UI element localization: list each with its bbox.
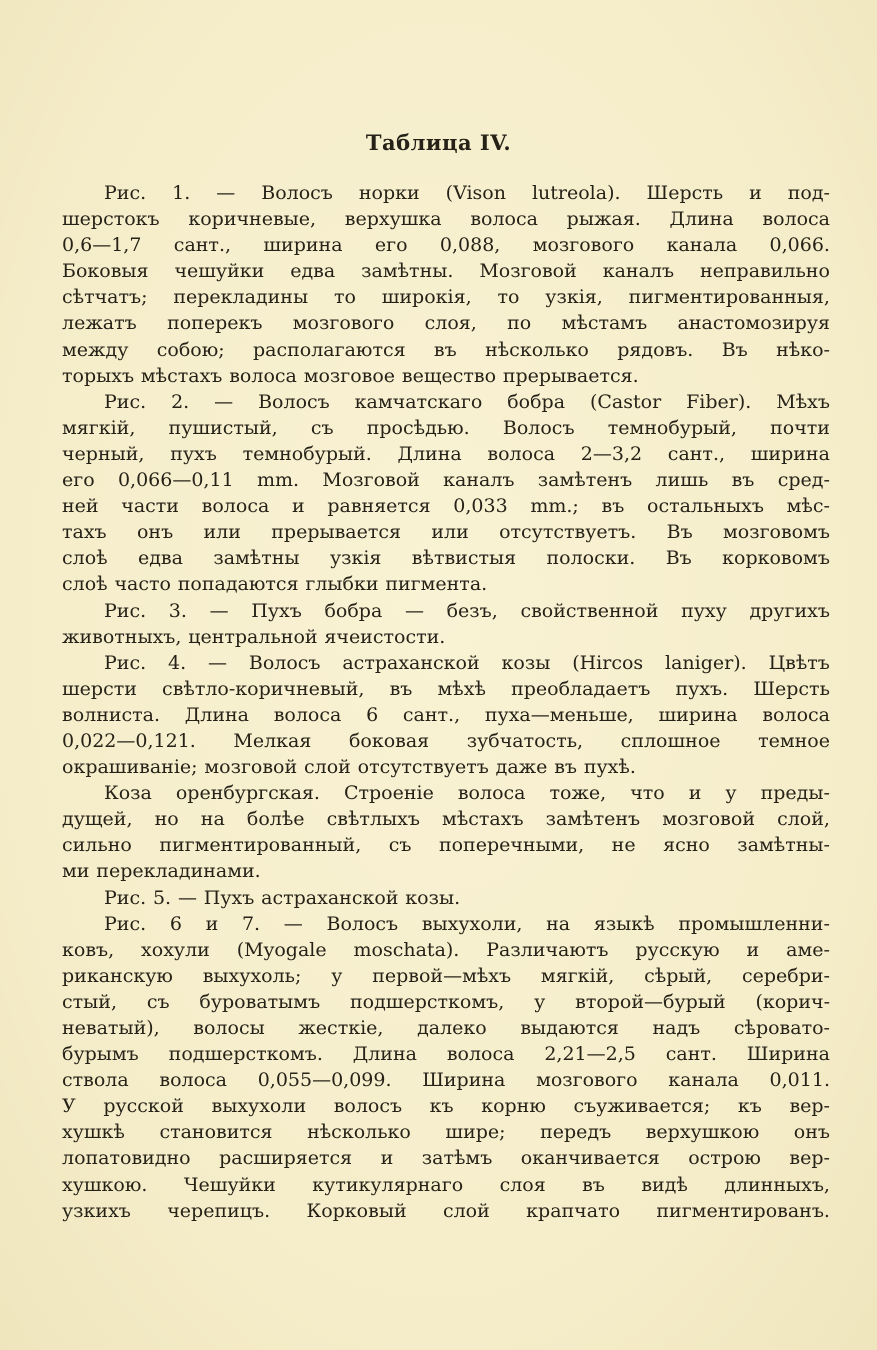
text-line: 0,6—1,7 сант., ширина его 0,088, мозгового канала 0,066. xyxy=(62,234,830,257)
text-line: ней части волоса и равняется 0,033 mm.; въ остальныхъ мѣс- xyxy=(62,495,830,518)
text-line: лопатовидно расширяется и затѣмъ оканчивается острою вер- xyxy=(62,1147,830,1170)
text-line: между собою; располагаются въ нѣсколько рядовъ. Въ нѣко- xyxy=(62,338,830,361)
text-line: его 0,066—0,11 mm. Мозговой каналъ замѣтенъ лишь въ сред- xyxy=(62,469,830,492)
text-line: торыхъ мѣстахъ волоса мозговое вещество прерывается. xyxy=(62,364,639,387)
text-line: шерстокъ коричневые, верхушка волоса рыжая. Длина волоса xyxy=(62,208,830,231)
text-line: сильно пигментированный, съ поперечными, не ясно замѣтны- xyxy=(62,834,830,857)
text-line: черный, пухъ темнобурый. Длина волоса 2—3,2 сант., ширина xyxy=(62,442,830,465)
text-line: 0,022—0,121. Мелкая боковая зубчатость, сплошное темное xyxy=(62,729,830,752)
text-line: Коза оренбургская. Строеніе волоса тоже, что и у преды- xyxy=(104,782,830,805)
text-line: ствола волоса 0,055—0,099. Ширина мозгового канала 0,011. xyxy=(62,1069,830,1092)
text-line: хушкою. Чешуйки кутикулярнаго слоя въ видѣ длинныхъ, xyxy=(62,1173,830,1196)
text-line: Рис. 5. — Пухъ астраханской козы. xyxy=(104,886,461,909)
text-line: Рис. 1. — Волосъ норки (Vison lutreola). Шерсть и под- xyxy=(104,182,830,204)
page-heading: Таблица IV. xyxy=(365,130,512,155)
text-line: У русской выхухоли волосъ къ корню съуживается; къ вер- xyxy=(62,1095,830,1118)
text-line: стый, съ буроватымъ подшерсткомъ, у второй—бурый (корич- xyxy=(62,990,830,1013)
text-line: Рис. 3. — Пухъ бобра — безъ, свойственной пуху другихъ xyxy=(104,599,830,622)
text-line: дущей, но на болѣе свѣтлыхъ мѣстахъ замѣтенъ мозговой слой, xyxy=(62,808,830,831)
text-line: хушкѣ становится нѣсколько шире; передъ верхушкою онъ xyxy=(62,1121,830,1144)
text-line: мягкій, пушистый, съ просѣдью. Волосъ темнобурый, почти xyxy=(62,416,830,439)
text-line: волниста. Длина волоса 6 сант., пуха—меньше, ширина волоса xyxy=(62,703,830,726)
text-line: окрашиваніе; мозговой слой отсутствуетъ даже въ пухѣ. xyxy=(62,756,636,779)
text-line: сѣтчатъ; перекладины то широкія, то узкія, пигментированныя, xyxy=(62,286,830,309)
text-line: бурымъ подшерсткомъ. Длина волоса 2,21—2,5 сант. Ширина xyxy=(62,1043,830,1066)
text-line: Рис. 6 и 7. — Волосъ выхухоли, на языкѣ промышленни- xyxy=(104,912,830,935)
body-text xyxy=(62,180,830,1224)
text-line: неватый), волосы жесткіе, далеко выдаются надъ сѣровато- xyxy=(62,1017,830,1039)
text-line: узкихъ черепицъ. Корковый слой крапчато пигментированъ. xyxy=(62,1199,830,1222)
text-line: ковъ, хохули (Myogale moschata). Различаютъ русскую и аме- xyxy=(62,938,830,961)
text-line: животныхъ, центральной ячеистости. xyxy=(62,625,446,648)
text-line: шерсти свѣтло-коричневый, въ мѣхѣ преобладаетъ пухъ. Шерсть xyxy=(62,677,830,700)
text-line: ми перекладинами. xyxy=(62,860,261,883)
text-line: тахъ онъ или прерывается или отсутствуетъ. Въ мозговомъ xyxy=(62,521,830,544)
text-line: Боковыя чешуйки едва замѣтны. Мозговой каналъ неправильно xyxy=(62,260,830,283)
text-line: лежатъ поперекъ мозгового слоя, по мѣстамъ анастомозируя xyxy=(62,312,830,335)
text-line: слоѣ едва замѣтны узкія вѣтвистыя полоски. Въ корковомъ xyxy=(62,547,830,570)
text-line: слоѣ часто попадаются глыбки пигмента. xyxy=(62,573,488,596)
text-line: риканскую выхухоль; у первой—мѣхъ мягкій, сѣрый, серебри- xyxy=(62,964,830,987)
text-line: Рис. 2. — Волосъ камчатскаго бобра (Castor Fiber). Мѣхъ xyxy=(104,390,830,413)
text-line: Рис. 4. — Волосъ астраханской козы (Hircos laniger). Цвѣтъ xyxy=(104,651,830,674)
